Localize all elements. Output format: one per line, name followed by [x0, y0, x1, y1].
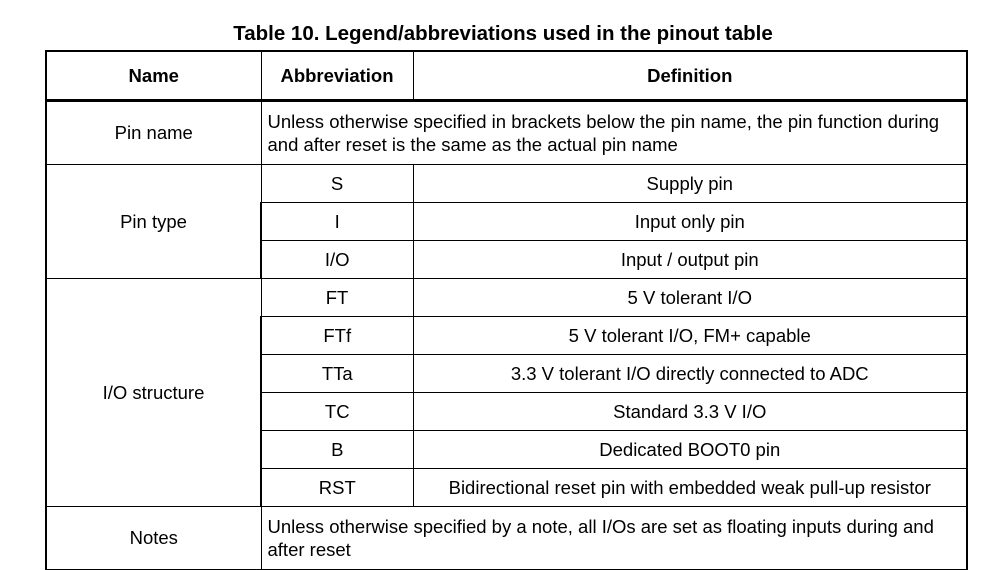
legend-table — [45, 50, 968, 570]
abbr-cell: I — [261, 203, 413, 241]
definition-cell: 3.3 V tolerant I/O directly connected to ADC — [413, 355, 967, 393]
table-caption: Table 10. Legend/abbreviations used in the pinout table — [233, 22, 773, 45]
notes-label: Notes — [46, 507, 261, 570]
io-structure-label: I/O structure — [46, 279, 261, 507]
table-row-pin-type-s — [46, 165, 967, 203]
pin-type-label: Pin type — [46, 165, 261, 279]
definition-cell: 5 V tolerant I/O, FM+ capable — [413, 317, 967, 355]
pin-name-label: Pin name — [46, 101, 261, 165]
definition-cell: Input / output pin — [413, 241, 967, 279]
table-row-io-ft — [46, 279, 967, 317]
notes-definition: Unless otherwise specified by a note, all I/Os are set as floating inputs during and after reset — [261, 507, 967, 570]
header-row — [46, 51, 967, 101]
abbr-cell: S — [261, 165, 413, 203]
table-row-notes — [46, 507, 967, 570]
definition-cell: 5 V tolerant I/O — [413, 279, 967, 317]
abbr-cell: TTa — [261, 355, 413, 393]
pin-name-definition: Unless otherwise specified in brackets below the pin name, the pin function during and after reset is the same as the actual pin name — [261, 101, 967, 165]
abbr-cell: TC — [261, 393, 413, 431]
definition-cell: Bidirectional reset pin with embedded weak pull-up resistor — [413, 469, 967, 507]
definition-cell: Supply pin — [413, 165, 967, 203]
abbr-cell: FTf — [261, 317, 413, 355]
definition-cell: Dedicated BOOT0 pin — [413, 431, 967, 469]
abbr-cell: B — [261, 431, 413, 469]
table-row-pin-name — [46, 101, 967, 165]
abbr-cell: FT — [261, 279, 413, 317]
definition-cell: Standard 3.3 V I/O — [413, 393, 967, 431]
definition-cell: Input only pin — [413, 203, 967, 241]
abbr-cell: I/O — [261, 241, 413, 279]
header-definition: Definition — [413, 51, 967, 101]
header-abbreviation: Abbreviation — [261, 51, 413, 101]
abbr-cell: RST — [261, 469, 413, 507]
header-name: Name — [46, 51, 261, 101]
